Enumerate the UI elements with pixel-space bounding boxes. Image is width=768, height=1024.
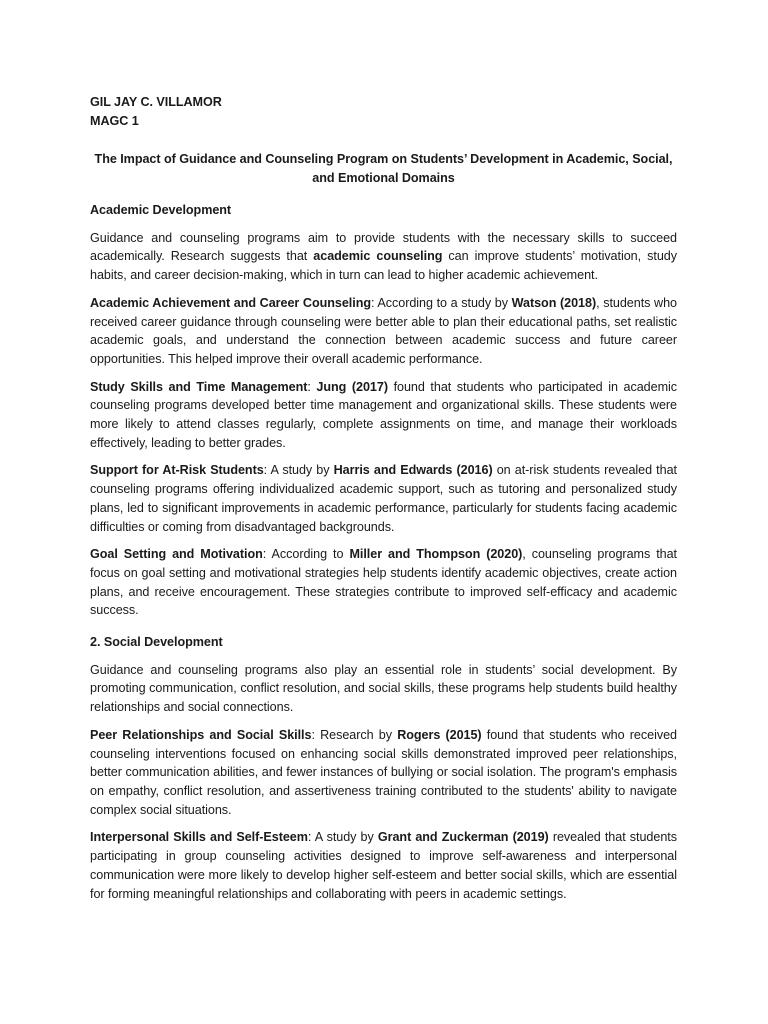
- citation: Harris and Edwards (2016): [333, 463, 493, 478]
- text: can improve students’ motivation, study habits, and career decision-making, which in turn can lead to higher academic achievement.: [90, 249, 677, 283]
- text: : A study by: [263, 463, 334, 478]
- citation: Grant and Zuckerman (2019): [377, 830, 549, 845]
- citation: Miller and Thompson (2020): [349, 547, 523, 562]
- text: on at-risk students revealed that counseling programs offering individualized academic support, such as tutoring and personalized study plans, led to significant improvements in academic performance, particularly for students facing academic difficulties or coming from disadvantaged backgrounds.: [90, 463, 677, 534]
- author-name: GIL JAY C. VILLAMOR: [90, 95, 222, 109]
- paragraph-term: Interpersonal Skills and Self-Esteem: [90, 830, 308, 845]
- citation: Rogers (2015): [397, 727, 482, 742]
- paragraph-academic-intro: [90, 229, 677, 285]
- author-course: MAGC 1: [90, 114, 139, 128]
- paragraph-term: Goal Setting and Motivation: [90, 547, 263, 562]
- text: : According to: [262, 547, 350, 562]
- document-title: The Impact of Guidance and Counseling Program on Students’ Development in Academic, Social, and Emotional Domains: [94, 152, 673, 185]
- paragraph-term: Support for At-Risk Students: [90, 463, 264, 478]
- paragraph-study-skills: [90, 378, 677, 453]
- text: : A study by: [307, 830, 378, 845]
- paragraph-social-intro: Guidance and counseling programs also play an essential role in students’ social development. By promoting communication, conflict resolution, and social skills, these programs help students build healthy relationships and social connections.: [90, 662, 677, 715]
- text: found that students who participated in academic counseling programs developed better time management and organizational skills. These students were more likely to attend classes regularly, complete assignments on time, and manage their workloads effectively, leading to better grades.: [90, 379, 678, 450]
- document-body: [90, 93, 677, 903]
- text: : According to a study by: [371, 295, 512, 310]
- paragraph-term: Study Skills and Time Management: [90, 379, 308, 394]
- paragraph-goal-setting: [90, 545, 677, 620]
- text: : Research by: [311, 727, 398, 742]
- paragraph-peer-relationships: [90, 726, 677, 820]
- citation: Jung (2017): [316, 379, 388, 394]
- heading-social-development: 2. Social Development: [90, 635, 223, 650]
- key-term: academic counseling: [313, 249, 443, 264]
- text: , counseling programs that focus on goal setting and motivational strategies help students identify academic objectives, create action plans, and receive encouragement. These strategies contribute to improved self-efficacy and academic success.: [90, 547, 678, 618]
- paragraph-term: Academic Achievement and Career Counseling: [90, 295, 371, 310]
- text: , students who received career guidance through counseling were better able to plan their educational paths, set realistic academic goals, and understand the connection between academic success and future career opportunities. This helped improve their overall academic performance.: [90, 295, 678, 366]
- heading-academic-development: Academic Development: [90, 203, 232, 217]
- paragraph-career-counseling: [90, 294, 677, 369]
- text: found that students who received counseling interventions focused on enhancing social skills demonstrated improved peer relationships, better communication abilities, and fewer instances of bullying or social isolation. The program's emphasis on empathy, conflict resolution, and assertiveness training contributed to the students' ability to navigate complex social situations.: [90, 727, 677, 817]
- text: Guidance and counseling programs aim to provide students with the necessary skills to succeed academically. Research suggests that: [90, 230, 677, 264]
- citation: Watson (2018): [511, 295, 597, 310]
- text: :: [307, 379, 317, 394]
- paragraph-at-risk-students: [90, 461, 677, 536]
- paragraph-term: Peer Relationships and Social Skills: [90, 727, 312, 742]
- text: revealed that students participating in group counseling activities designed to improve self-awareness and interpersonal communication were more likely to develop higher self-esteem and better social skills, which are essential for forming meaningful relationships and collaborating with peers in academic settings.: [90, 830, 677, 901]
- paragraph-interpersonal-skills: [90, 828, 677, 903]
